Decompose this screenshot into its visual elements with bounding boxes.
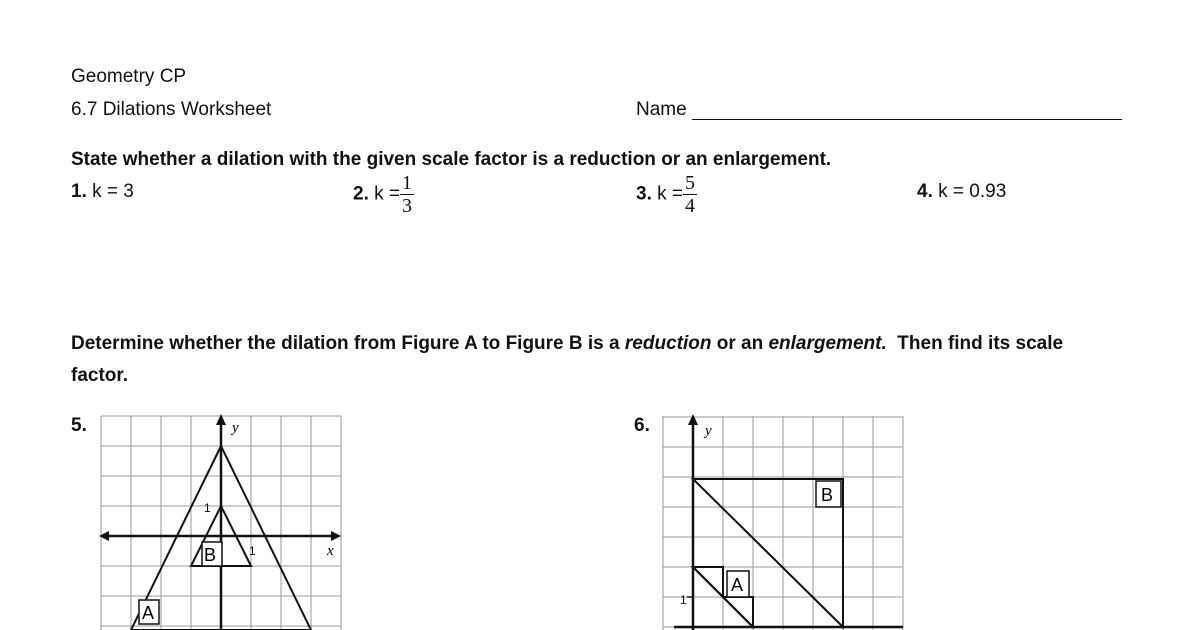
instruction-part: Determine whether the dilation from Figure A to Figure B is a — [71, 333, 625, 354]
instruction-part: Then find its scale — [886, 333, 1064, 354]
problem-6-y-axis-arrow — [688, 414, 698, 425]
problem-6-graph — [660, 408, 910, 630]
problem-5-tick-y: 1 — [204, 501, 211, 515]
problem-5-number: 5. — [71, 415, 87, 436]
problem-2-number: 2. — [353, 183, 369, 205]
instruction-emphasis-enlargement: enlargement. — [768, 333, 887, 354]
problem-6-number: 6. — [634, 415, 650, 436]
problem-3-denominator: 4 — [685, 195, 696, 217]
instruction-emphasis-reduction: reduction — [624, 333, 712, 354]
problem-5-x-axis-arrow-right — [331, 531, 341, 541]
problem-4-number: 4. — [917, 181, 933, 202]
problem-2-fraction — [400, 172, 414, 217]
problem-6-figure-b-label: B — [821, 485, 834, 505]
problem-6-figure-a-label: A — [731, 575, 744, 595]
problem-5-graph — [95, 408, 355, 630]
problem-2-text: k = — [374, 183, 401, 205]
problem-3 — [636, 172, 697, 217]
instruction-part: or an — [711, 333, 769, 354]
name-input-line[interactable] — [692, 119, 1122, 120]
section2-instruction-line2: factor. — [71, 365, 129, 386]
section2-instruction — [71, 333, 1063, 355]
problem-5-figure-b-label: B — [204, 545, 217, 565]
problem-2-denominator: 3 — [402, 195, 413, 217]
course-title: Geometry CP — [71, 66, 187, 87]
problem-1-text: k = 3 — [92, 181, 134, 202]
problem-6-grid — [663, 416, 903, 630]
problem-4-text: k = 0.93 — [938, 181, 1007, 202]
problem-4 — [917, 181, 1006, 203]
problem-5-x-label: x — [327, 543, 334, 559]
problem-1 — [71, 181, 134, 203]
section1-instruction: State whether a dilation with the given scale factor is a reduction or an enlargement. — [71, 149, 832, 170]
problem-3-text: k = — [657, 183, 684, 205]
problem-6-tick-y: 1 — [680, 593, 687, 607]
problem-3-fraction — [683, 172, 697, 217]
problem-3-number: 3. — [636, 183, 652, 205]
problem-2-numerator: 1 — [402, 172, 413, 194]
problem-5-tick-x: 1 — [249, 544, 256, 558]
problem-6-y-label: y — [705, 423, 712, 439]
problem-2 — [353, 172, 414, 217]
problem-5-y-label: y — [232, 420, 239, 436]
problem-5-figure-a-label: A — [142, 603, 155, 623]
worksheet-title: 6.7 Dilations Worksheet — [71, 99, 272, 120]
name-label: Name — [636, 99, 687, 120]
problem-1-number: 1. — [71, 181, 87, 202]
problem-3-numerator: 5 — [685, 172, 696, 194]
